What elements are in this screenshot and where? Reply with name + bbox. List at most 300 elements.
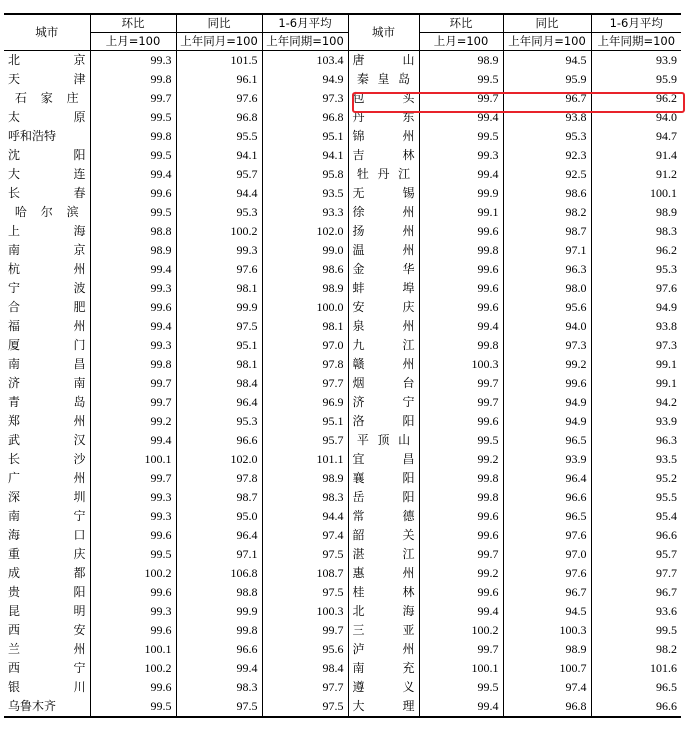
table-row: [4, 469, 681, 488]
table-row: [4, 184, 681, 203]
value-yoy-right: 92.3: [503, 146, 591, 165]
header-mom-sub-left: 上月=100: [90, 33, 176, 51]
city-cell-left: [4, 70, 90, 89]
value-yoy-right: 95.3: [503, 127, 591, 146]
value-mom-left: 99.5: [90, 545, 176, 564]
value-avg-left: 97.4: [262, 526, 348, 545]
value-mom-right: 99.4: [419, 108, 503, 127]
value-yoy-left: 98.3: [176, 678, 262, 697]
value-mom-right: 99.9: [419, 184, 503, 203]
value-mom-right: 99.6: [419, 583, 503, 602]
city-name: 吉 林: [352, 148, 415, 162]
price-index-table-container: [4, 13, 681, 718]
city-name: 包 头: [352, 91, 415, 105]
table-row: [4, 393, 681, 412]
value-yoy-left: 95.0: [176, 507, 262, 526]
value-avg-left: 94.4: [262, 507, 348, 526]
city-cell-right: [348, 602, 419, 621]
value-yoy-left: 101.5: [176, 51, 262, 71]
value-yoy-left: 94.4: [176, 184, 262, 203]
city-name: 泸 州: [352, 642, 415, 656]
table-row: [4, 203, 681, 222]
value-avg-right: 100.1: [591, 184, 681, 203]
city-name: 厦 门: [8, 338, 86, 352]
value-avg-right: 99.1: [591, 355, 681, 374]
value-yoy-right: 96.6: [503, 488, 591, 507]
value-mom-left: 99.3: [90, 336, 176, 355]
city-cell-left: [4, 89, 90, 108]
value-mom-right: 99.4: [419, 165, 503, 184]
header-yoy-sub-right: 上年同月=100: [503, 33, 591, 51]
value-avg-left: 95.1: [262, 127, 348, 146]
table-row: [4, 545, 681, 564]
city-name: 温 州: [352, 243, 415, 257]
value-mom-right: 99.8: [419, 469, 503, 488]
city-name: 赣 州: [352, 357, 415, 371]
city-name: 西 宁: [8, 661, 86, 675]
city-cell-left: [4, 659, 90, 678]
value-mom-left: 99.8: [90, 355, 176, 374]
value-avg-right: 95.7: [591, 545, 681, 564]
value-avg-left: 103.4: [262, 51, 348, 71]
city-name: 济 宁: [352, 395, 415, 409]
value-avg-right: 96.2: [591, 89, 681, 108]
value-mom-right: 99.4: [419, 602, 503, 621]
value-yoy-right: 97.0: [503, 545, 591, 564]
value-yoy-left: 96.1: [176, 70, 262, 89]
city-name: 遵 义: [352, 680, 415, 694]
value-avg-left: 93.3: [262, 203, 348, 222]
value-yoy-left: 95.1: [176, 336, 262, 355]
city-cell-left: [4, 203, 90, 222]
city-cell-left: [4, 393, 90, 412]
value-yoy-right: 96.3: [503, 260, 591, 279]
city-cell-left: [4, 146, 90, 165]
value-avg-left: 98.9: [262, 469, 348, 488]
value-mom-left: 99.6: [90, 526, 176, 545]
value-yoy-right: 94.5: [503, 602, 591, 621]
value-mom-right: 99.5: [419, 431, 503, 450]
table-row: [4, 165, 681, 184]
table-row: [4, 89, 681, 108]
value-yoy-right: 96.5: [503, 507, 591, 526]
city-cell-left: [4, 165, 90, 184]
value-yoy-right: 98.9: [503, 640, 591, 659]
city-name: 兰 州: [8, 642, 86, 656]
value-yoy-left: 102.0: [176, 450, 262, 469]
city-name: 上 海: [8, 224, 86, 238]
value-avg-right: 93.9: [591, 51, 681, 71]
table-row: [4, 583, 681, 602]
city-name: 昆 明: [8, 604, 86, 618]
value-yoy-left: 95.3: [176, 203, 262, 222]
city-cell-right: [348, 431, 419, 450]
table-row: [4, 222, 681, 241]
city-name: 广 州: [8, 471, 86, 485]
value-yoy-right: 99.2: [503, 355, 591, 374]
value-mom-right: 99.7: [419, 640, 503, 659]
city-cell-right: [348, 507, 419, 526]
value-avg-left: 97.5: [262, 545, 348, 564]
value-mom-left: 99.5: [90, 697, 176, 717]
value-avg-left: 101.1: [262, 450, 348, 469]
header-city-right: 城市: [348, 14, 419, 51]
city-cell-left: [4, 317, 90, 336]
table-row: [4, 336, 681, 355]
value-mom-left: 99.7: [90, 374, 176, 393]
city-cell-left: [4, 51, 90, 71]
city-cell-right: [348, 526, 419, 545]
table-row: [4, 602, 681, 621]
city-cell-left: [4, 241, 90, 260]
value-avg-right: 95.2: [591, 469, 681, 488]
city-name: 宁 波: [8, 281, 86, 295]
city-cell-right: [348, 127, 419, 146]
value-mom-right: 99.2: [419, 564, 503, 583]
header-yoy-right: 同比: [503, 14, 591, 33]
city-cell-left: [4, 108, 90, 127]
value-mom-right: 99.4: [419, 697, 503, 717]
city-cell-left: [4, 526, 90, 545]
value-avg-left: 97.0: [262, 336, 348, 355]
value-yoy-left: 106.8: [176, 564, 262, 583]
value-yoy-left: 98.1: [176, 279, 262, 298]
value-avg-right: 99.5: [591, 621, 681, 640]
table-row: [4, 70, 681, 89]
value-yoy-right: 100.7: [503, 659, 591, 678]
city-cell-left: [4, 602, 90, 621]
city-cell-right: [348, 260, 419, 279]
city-name: 沈 阳: [8, 148, 86, 162]
city-name: 锦 州: [352, 129, 415, 143]
price-index-table: [4, 13, 681, 718]
city-name: 哈 尔 滨: [14, 205, 79, 219]
table-row: [4, 526, 681, 545]
value-avg-right: 91.2: [591, 165, 681, 184]
table-row: [4, 412, 681, 431]
value-avg-left: 98.4: [262, 659, 348, 678]
city-cell-right: [348, 374, 419, 393]
value-avg-left: 95.1: [262, 412, 348, 431]
city-name: 武 汉: [8, 433, 86, 447]
value-mom-right: 99.1: [419, 203, 503, 222]
value-mom-left: 99.4: [90, 431, 176, 450]
value-yoy-left: 96.4: [176, 526, 262, 545]
value-yoy-right: 98.7: [503, 222, 591, 241]
value-mom-right: 99.6: [419, 298, 503, 317]
city-cell-left: [4, 184, 90, 203]
table-row: [4, 146, 681, 165]
value-yoy-left: 96.6: [176, 640, 262, 659]
city-cell-left: [4, 564, 90, 583]
value-avg-right: 93.5: [591, 450, 681, 469]
city-name: 蚌 埠: [352, 281, 415, 295]
value-mom-left: 99.6: [90, 621, 176, 640]
value-mom-right: 99.6: [419, 412, 503, 431]
value-yoy-right: 96.7: [503, 89, 591, 108]
header-city-left: 城市: [4, 14, 90, 51]
value-yoy-right: 94.5: [503, 51, 591, 71]
city-cell-left: [4, 621, 90, 640]
value-mom-left: 99.5: [90, 203, 176, 222]
value-avg-left: 95.6: [262, 640, 348, 659]
city-name: 安 庆: [352, 300, 415, 314]
value-avg-left: 98.3: [262, 488, 348, 507]
value-avg-left: 94.1: [262, 146, 348, 165]
value-avg-right: 96.5: [591, 678, 681, 697]
value-mom-left: 99.8: [90, 70, 176, 89]
value-yoy-right: 97.1: [503, 241, 591, 260]
city-cell-left: [4, 469, 90, 488]
value-avg-right: 96.7: [591, 583, 681, 602]
value-avg-left: 108.7: [262, 564, 348, 583]
city-name: 济 南: [8, 376, 86, 390]
city-name: 海 口: [8, 528, 86, 542]
city-cell-left: [4, 336, 90, 355]
city-cell-right: [348, 89, 419, 108]
value-avg-right: 94.0: [591, 108, 681, 127]
city-name: 牡 丹 江: [356, 167, 411, 181]
value-avg-left: 97.8: [262, 355, 348, 374]
value-avg-left: 97.7: [262, 374, 348, 393]
city-name: 南 京: [8, 243, 86, 257]
value-yoy-left: 99.9: [176, 298, 262, 317]
city-name: 北 海: [352, 604, 415, 618]
value-mom-left: 99.4: [90, 260, 176, 279]
value-mom-right: 99.7: [419, 89, 503, 108]
value-avg-left: 96.8: [262, 108, 348, 127]
table-row: [4, 241, 681, 260]
value-yoy-left: 98.7: [176, 488, 262, 507]
city-cell-right: [348, 51, 419, 71]
header-avg-sub-left: 上年同期=100: [262, 33, 348, 51]
value-yoy-left: 96.8: [176, 108, 262, 127]
value-avg-right: 101.6: [591, 659, 681, 678]
city-name: 北 京: [8, 53, 86, 67]
value-yoy-right: 97.6: [503, 526, 591, 545]
value-yoy-left: 99.4: [176, 659, 262, 678]
value-mom-right: 99.7: [419, 393, 503, 412]
value-avg-left: 94.9: [262, 70, 348, 89]
value-yoy-left: 95.5: [176, 127, 262, 146]
city-cell-right: [348, 203, 419, 222]
value-yoy-left: 97.1: [176, 545, 262, 564]
value-yoy-left: 98.8: [176, 583, 262, 602]
city-cell-left: [4, 412, 90, 431]
city-cell-right: [348, 545, 419, 564]
header-yoy-left: 同比: [176, 14, 262, 33]
city-name: 贵 阳: [8, 585, 86, 599]
value-mom-left: 100.1: [90, 640, 176, 659]
table-row: [4, 621, 681, 640]
value-avg-left: 99.0: [262, 241, 348, 260]
value-yoy-right: 96.5: [503, 431, 591, 450]
value-mom-left: 99.4: [90, 165, 176, 184]
table-row: [4, 298, 681, 317]
city-cell-right: [348, 621, 419, 640]
value-yoy-right: 97.6: [503, 564, 591, 583]
city-name: 泉 州: [352, 319, 415, 333]
value-mom-right: 99.8: [419, 488, 503, 507]
table-row: [4, 51, 681, 71]
city-name: 平 顶 山: [356, 433, 411, 447]
value-avg-right: 99.1: [591, 374, 681, 393]
table-row: [4, 678, 681, 697]
city-name: 惠 州: [352, 566, 415, 580]
value-avg-right: 98.2: [591, 640, 681, 659]
value-yoy-right: 94.9: [503, 412, 591, 431]
value-avg-left: 98.1: [262, 317, 348, 336]
table-row: [4, 317, 681, 336]
value-avg-right: 98.3: [591, 222, 681, 241]
value-mom-right: 100.1: [419, 659, 503, 678]
city-name: 天 津: [8, 72, 86, 86]
value-mom-left: 100.2: [90, 659, 176, 678]
city-name: 长 沙: [8, 452, 86, 466]
value-avg-right: 93.9: [591, 412, 681, 431]
value-yoy-left: 99.3: [176, 241, 262, 260]
value-mom-right: 99.7: [419, 374, 503, 393]
city-cell-right: [348, 336, 419, 355]
city-cell-right: [348, 355, 419, 374]
city-cell-right: [348, 564, 419, 583]
value-avg-left: 93.5: [262, 184, 348, 203]
value-mom-left: 99.4: [90, 317, 176, 336]
value-yoy-right: 96.4: [503, 469, 591, 488]
table-header: [4, 14, 681, 51]
value-mom-right: 99.8: [419, 241, 503, 260]
value-mom-right: 100.3: [419, 355, 503, 374]
header-mom-left: 环比: [90, 14, 176, 33]
table-row: [4, 488, 681, 507]
city-name: 宜 昌: [352, 452, 415, 466]
city-name: 南 昌: [8, 357, 86, 371]
value-mom-right: 99.3: [419, 146, 503, 165]
value-mom-left: 99.3: [90, 488, 176, 507]
value-avg-right: 95.3: [591, 260, 681, 279]
value-avg-right: 98.9: [591, 203, 681, 222]
city-cell-right: [348, 469, 419, 488]
city-cell-right: [348, 165, 419, 184]
table-row: [4, 260, 681, 279]
value-avg-right: 96.2: [591, 241, 681, 260]
city-name: 扬 州: [352, 224, 415, 238]
value-mom-left: 99.3: [90, 602, 176, 621]
table-row: [4, 507, 681, 526]
value-yoy-left: 95.7: [176, 165, 262, 184]
value-avg-right: 95.4: [591, 507, 681, 526]
value-mom-right: 99.5: [419, 70, 503, 89]
city-cell-left: [4, 640, 90, 659]
city-name: 湛 江: [352, 547, 415, 561]
value-mom-left: 100.1: [90, 450, 176, 469]
table-row: [4, 697, 681, 717]
value-avg-right: 97.3: [591, 336, 681, 355]
value-mom-left: 99.6: [90, 583, 176, 602]
value-mom-left: 99.6: [90, 184, 176, 203]
city-name: 九 江: [352, 338, 415, 352]
value-mom-right: 99.6: [419, 507, 503, 526]
table-row: [4, 374, 681, 393]
city-cell-right: [348, 70, 419, 89]
header-avg-sub-right: 上年同期=100: [591, 33, 681, 51]
value-yoy-right: 93.9: [503, 450, 591, 469]
value-mom-right: 99.6: [419, 222, 503, 241]
city-cell-left: [4, 583, 90, 602]
city-name: 丹 东: [352, 110, 415, 124]
value-mom-left: 99.7: [90, 469, 176, 488]
value-avg-left: 100.0: [262, 298, 348, 317]
value-mom-right: 99.8: [419, 336, 503, 355]
value-yoy-left: 97.6: [176, 89, 262, 108]
city-name: 南 宁: [8, 509, 86, 523]
value-avg-left: 97.3: [262, 89, 348, 108]
value-mom-right: 99.5: [419, 678, 503, 697]
value-mom-left: 98.8: [90, 222, 176, 241]
value-avg-right: 96.3: [591, 431, 681, 450]
table-body: [4, 51, 681, 718]
city-cell-right: [348, 317, 419, 336]
value-avg-left: 95.7: [262, 431, 348, 450]
city-cell-left: [4, 222, 90, 241]
value-yoy-right: 100.3: [503, 621, 591, 640]
header-mom-right: 环比: [419, 14, 503, 33]
value-mom-left: 99.6: [90, 678, 176, 697]
value-avg-left: 99.7: [262, 621, 348, 640]
value-yoy-left: 99.9: [176, 602, 262, 621]
value-avg-left: 97.5: [262, 583, 348, 602]
city-cell-left: [4, 298, 90, 317]
city-name: 深 圳: [8, 490, 86, 504]
city-cell-right: [348, 450, 419, 469]
city-cell-right: [348, 697, 419, 717]
value-mom-left: 98.9: [90, 241, 176, 260]
city-cell-right: [348, 659, 419, 678]
value-avg-left: 96.9: [262, 393, 348, 412]
value-avg-right: 94.9: [591, 298, 681, 317]
value-yoy-right: 94.0: [503, 317, 591, 336]
city-cell-left: [4, 355, 90, 374]
table-row: [4, 450, 681, 469]
value-avg-right: 97.7: [591, 564, 681, 583]
city-name: 烟 台: [352, 376, 415, 390]
value-yoy-right: 94.9: [503, 393, 591, 412]
city-cell-right: [348, 184, 419, 203]
city-cell-left: [4, 279, 90, 298]
header-mom-sub-right: 上月=100: [419, 33, 503, 51]
value-yoy-right: 97.4: [503, 678, 591, 697]
value-avg-left: 97.5: [262, 697, 348, 717]
value-yoy-right: 92.5: [503, 165, 591, 184]
header-row-sub: [4, 33, 681, 51]
value-avg-left: 100.3: [262, 602, 348, 621]
table-row: [4, 355, 681, 374]
city-cell-right: [348, 241, 419, 260]
city-name: 合 肥: [8, 300, 86, 314]
value-mom-right: 99.2: [419, 450, 503, 469]
value-mom-right: 99.6: [419, 260, 503, 279]
city-name: 西 安: [8, 623, 86, 637]
city-name: 长 春: [8, 186, 86, 200]
value-yoy-left: 97.5: [176, 697, 262, 717]
city-cell-right: [348, 583, 419, 602]
value-avg-right: 91.4: [591, 146, 681, 165]
city-name: 大 理: [352, 699, 415, 713]
city-cell-right: [348, 146, 419, 165]
value-yoy-right: 99.6: [503, 374, 591, 393]
city-name: 洛 阳: [352, 414, 415, 428]
city-cell-left: [4, 507, 90, 526]
